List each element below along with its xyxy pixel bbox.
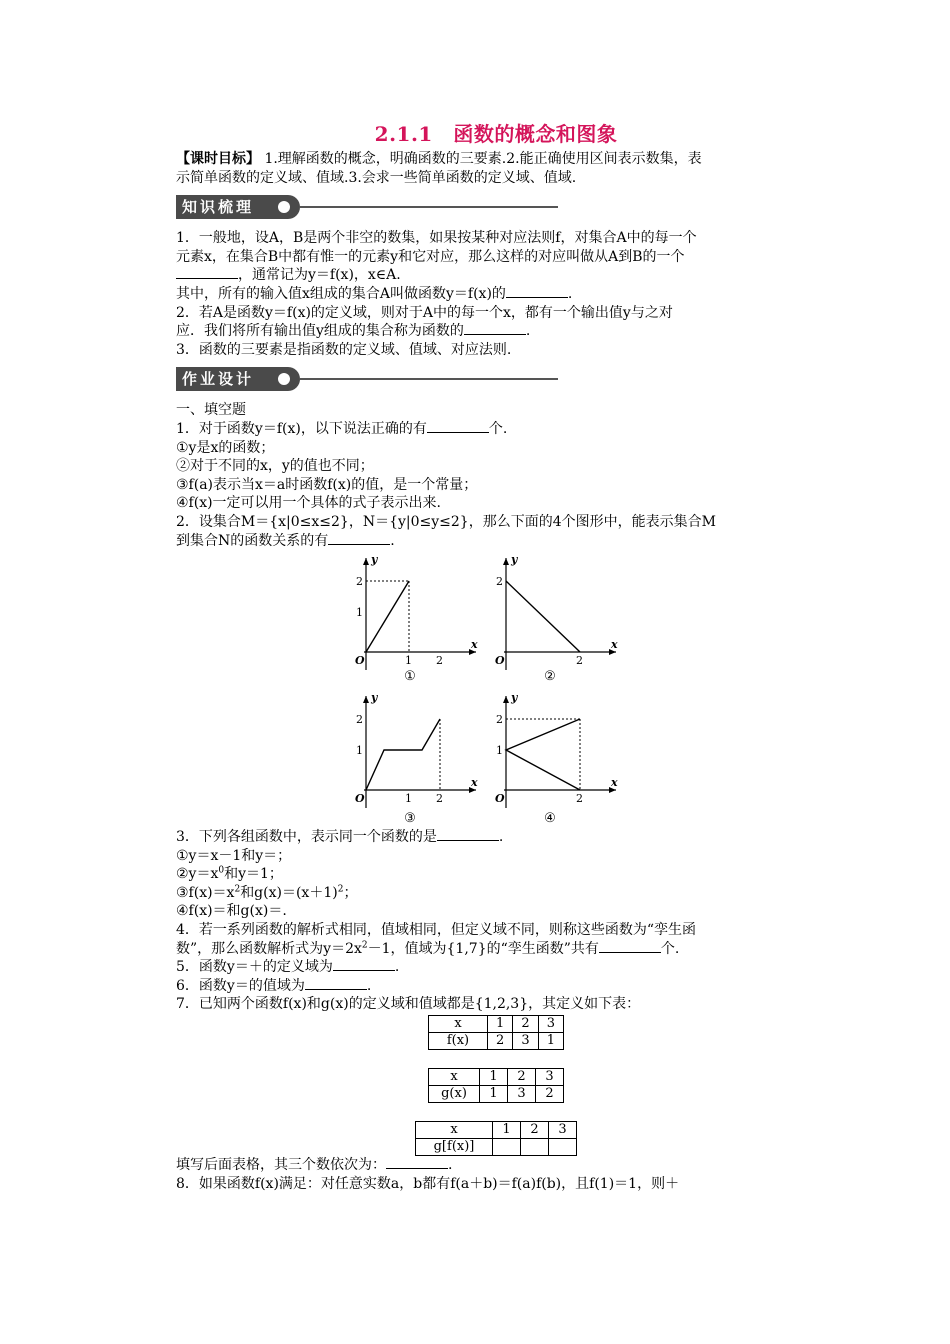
knowledge-2-line-1: 2．若A是函数y＝f(x)的定义域，则对于A中的每一个x，都有一个输出值y与之对 [176,304,673,321]
y-axis-arrow-icon [503,696,509,703]
origin-label: O [355,792,365,806]
question-8: 8．如果函数f(x)满足：对任意实数a，b都有f(a＋b)＝f(a)f(b)，且f(1)＝1，则＋ [176,1175,680,1192]
table-cell: 2 [513,1016,538,1033]
table-cell: 3 [538,1016,563,1033]
answer-blank[interactable] [464,322,526,335]
question-7-fill-text: 填写后面表格，其三个数依次为： [176,1157,386,1174]
page-title: 2.1.1 函数的概念和图象 [374,122,618,146]
table-cell: 3 [513,1033,538,1050]
x-tick-2: 2 [576,792,583,806]
question-3-text: 3．下列各组函数中，表示同一个函数的是 [176,829,437,846]
y-label: y [511,553,518,567]
table-g [428,1068,564,1103]
answer-blank[interactable] [599,940,661,953]
period: . [525,323,531,340]
question-4-unit: 个. [660,940,680,957]
section-header-knowledge [176,195,816,221]
table-cell: f(x) [429,1033,488,1050]
question-1 [176,420,816,439]
y-label: y [371,691,378,705]
answer-blank[interactable] [176,266,238,279]
q3c-pre: ③f(x)＝x [176,884,235,901]
y-axis-arrow-icon [503,558,509,565]
q4-sup: 2 [361,940,368,950]
question-3-option-b [176,865,816,884]
y-tick-2: 2 [496,575,503,589]
question-6 [176,977,816,996]
answer-blank[interactable] [427,420,489,433]
x-tick-2: 2 [576,654,583,668]
x-label: x [471,776,478,790]
q3b-pre: ②y＝x [176,866,219,883]
period: . [394,959,400,976]
function-curve [366,581,409,652]
answer-blank[interactable] [506,285,568,298]
x-label: x [611,776,618,790]
section-header-homework [176,367,816,393]
table-cell: 1 [488,1016,513,1033]
graph-3-label: ③ [404,811,416,827]
graph-1 [354,552,484,684]
function-curve [506,581,580,652]
answer-blank[interactable] [328,532,390,545]
question-1-option-c: ③f(a)表示当x＝a时函数f(x)的值，是一个常量； [176,476,478,493]
document-page [176,120,816,1193]
graph-4-label: ④ [544,811,556,827]
table-cell: 2 [488,1033,513,1050]
table-row [429,1069,564,1086]
answer-cell[interactable] [493,1139,521,1156]
question-1-option-b: ②对于不同的x，y的值也不同； [176,458,374,475]
y-tick-1: 1 [356,606,363,620]
question-3-option-a: ①y＝x－1和y＝； [176,847,292,864]
y-tick-1: 1 [356,744,363,758]
table-cell: 2 [508,1069,536,1086]
x-tick-2: 2 [436,654,443,668]
table-gf-wrap [176,1121,816,1156]
y-axis-arrow-icon [363,696,369,703]
table-cell: x [429,1016,488,1033]
y-tick-2: 2 [356,575,363,589]
period: . [448,1157,453,1174]
answer-blank[interactable] [305,977,367,990]
section-rule [300,206,558,208]
knowledge-1-text-3: ，通常记为y＝f(x)，x∈A. [238,267,401,284]
q4-pre: 数”，那么函数解析式为y＝2x [176,940,362,957]
question-2-line-2 [176,532,816,551]
table-cell: 3 [549,1122,577,1139]
knowledge-1-line-2: 元素x，在集合B中都有惟一的元素y和它对应，那么这样的对应叫做从A到B的一个 [176,248,685,265]
table-cell: x [416,1122,493,1139]
answer-blank[interactable] [386,1156,448,1169]
section-rule [300,378,558,380]
question-5 [176,958,816,977]
table-cell: g(x) [429,1086,480,1103]
lesson-goal-label: 【课时目标】 [176,151,260,167]
question-3-option-d: ④f(x)＝和g(x)＝. [176,903,287,920]
y-tick-2: 2 [496,713,503,727]
q3c-post: ； [343,884,358,901]
graph-2-label: ② [544,669,556,685]
q3b-sup: 0 [218,865,225,876]
y-label: y [511,691,518,705]
question-3-option-c [176,884,816,903]
question-1-unit: 个. [488,420,508,437]
q4-post: －1，值域为{1,7}的“孪生函数”共有 [367,940,599,957]
table-cell: 2 [536,1086,564,1103]
period: . [390,532,395,549]
question-4-line-2 [176,940,816,959]
function-curve [366,719,440,790]
knowledge-1-line-1: 1．一般地，设A，B是两个非空的数集，如果按某种对应法则f，对集合A中的每一个 [176,230,697,247]
q3c-mid: 和g(x)＝(x＋1) [240,884,338,901]
table-gf [415,1121,577,1156]
table-cell: 1 [538,1033,563,1050]
x-label: x [471,638,478,652]
x-label: x [611,638,618,652]
lesson-goal-line-2: 示简单函数的定义域、值域.3.会求一些简单函数的定义域、值域. [176,169,577,186]
table-cell: 2 [521,1122,549,1139]
question-1-option-a: ①y是x的函数； [176,439,275,456]
period: . [567,285,573,302]
section-tag: 知识梳理 [176,195,300,219]
q3c-sup: 2 [234,884,241,895]
origin-label: O [355,654,365,668]
x-tick-1: 1 [405,792,412,806]
q3c-sup2: 2 [337,884,344,895]
graph-2 [494,552,624,684]
table-row [416,1139,577,1156]
question-1-option-d: ④f(x)一定可以用一个具体的式子表示出来. [176,495,442,512]
table-f [428,1015,564,1050]
question-7-fill [176,1156,816,1175]
question-3 [176,828,816,847]
graph-3 [354,690,484,826]
origin-label: O [495,792,505,806]
question-6-text: 6．函数y＝的值域为 [176,977,305,994]
function-curve [506,719,580,790]
table-cell: x [429,1069,480,1086]
q3b-post: 和y＝1； [224,866,283,883]
table-row [429,1016,564,1033]
answer-blank[interactable] [333,958,395,971]
graph-1-label: ① [404,669,416,685]
question-2-line-1: 2．设集合M＝{x|0≤x≤2}，N＝{y|0≤y≤2}，那么下面的4个图形中，能表示集合M [176,513,716,530]
table-row [416,1122,577,1139]
lesson-goal-line-1 [176,150,816,169]
lesson-goal-text-1: 1.理解函数的概念，明确函数的三要素.2.能正确使用区间表示数集，表 [264,151,702,167]
question-4-line-1: 4．若一系列函数的解析式相同，值域相同，但定义域不同，则称这些函数为“孪生函 [176,922,697,939]
function-graphs [176,550,816,828]
table-g-wrap [176,1068,816,1103]
x-tick-1: 1 [405,654,412,668]
table-cell: 1 [480,1069,508,1086]
table-cell: 1 [493,1122,521,1139]
x-tick-2: 2 [436,792,443,806]
table-row [429,1086,564,1103]
knowledge-2-text-2: 应．我们将所有输出值y组成的集合称为函数的 [176,323,464,340]
knowledge-2-line-2 [176,322,816,341]
graph-4 [494,690,624,826]
period: . [498,829,504,846]
table-cell: 3 [508,1086,536,1103]
knowledge-1-text-4: 其中，所有的输入值x组成的集合A叫做函数y＝f(x)的 [176,285,506,302]
y-tick-1: 1 [496,744,503,758]
y-axis-arrow-icon [363,558,369,565]
question-7: 7．已知两个函数f(x)和g(x)的定义域和值域都是{1,2,3}，其定义如下表： [176,996,641,1013]
y-tick-2: 2 [356,713,363,727]
answer-blank[interactable] [437,828,499,841]
question-2-text: 到集合N的函数关系的有 [176,532,329,549]
question-1-text: 1．对于函数y＝f(x)，以下说法正确的有 [176,420,427,437]
table-cell: 3 [536,1069,564,1086]
origin-label: O [495,654,505,668]
section-tag: 作业设计 [176,367,300,391]
knowledge-1-line-4 [176,285,816,304]
table-row [429,1033,564,1050]
answer-cell[interactable] [521,1139,549,1156]
y-label: y [371,553,378,567]
period: . [366,977,372,994]
table-cell: 1 [480,1086,508,1103]
table-f-wrap [176,1015,816,1050]
question-5-text: 5．函数y＝＋的定义域为 [176,959,333,976]
part-heading: 一、填空题 [176,402,246,419]
knowledge-1-line-3 [176,266,816,285]
answer-cell[interactable] [549,1139,577,1156]
knowledge-3: 3．函数的三要素是指函数的定义域、值域、对应法则. [176,341,512,358]
table-cell: g[f(x)] [416,1139,493,1156]
